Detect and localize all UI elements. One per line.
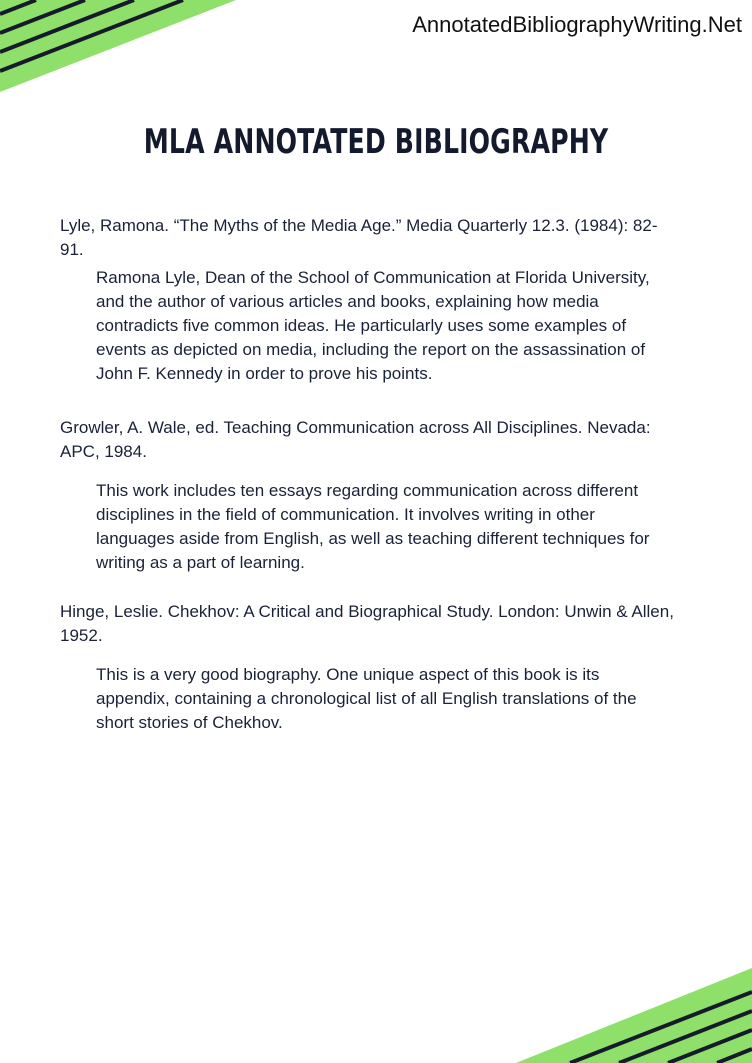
entry-annotation: Ramona Lyle, Dean of the School of Communication at Florida University, and the author of various articles and books, explaining how media contradicts five common ideas. He particularly uses some examples of events as depicted on media, including the report on the assassination of John F. Kennedy in order to prove his points. bbox=[96, 268, 650, 383]
entry-annotation: This is a very good biography. One unique aspect of this book is its appendix, containing a chronological list of all English translations of the short stories of Chekhov. bbox=[96, 665, 637, 732]
bibliography-list bbox=[60, 214, 675, 735]
site-name: AnnotatedBibliographyWriting.Net bbox=[412, 12, 742, 37]
page-title: MLA ANNOTATED BIBLIOGRAPHY bbox=[143, 122, 609, 162]
bottom-right-stripes-icon bbox=[512, 968, 752, 1063]
bibliography-entry bbox=[60, 600, 675, 735]
bibliography-entry bbox=[60, 416, 675, 575]
entry-annotation: This work includes ten essays regarding communication across different disciplines in the field of communication. It involves writing in other languages aside from English, as well as teaching different techniques for writing as a part of learning. bbox=[96, 481, 650, 572]
bibliography-entry bbox=[60, 214, 675, 386]
entry-citation: Lyle, Ramona. “The Myths of the Media Age.” Media Quarterly 12.3. (1984): 82-91. bbox=[60, 216, 658, 259]
top-left-stripes-icon bbox=[0, 0, 240, 95]
entry-citation: Growler, A. Wale, ed. Teaching Communication across All Disciplines. Nevada: APC, 1984. bbox=[60, 418, 651, 461]
entry-citation: Hinge, Leslie. Chekhov: A Critical and Biographical Study. London: Unwin & Allen, 1952. bbox=[60, 602, 674, 645]
